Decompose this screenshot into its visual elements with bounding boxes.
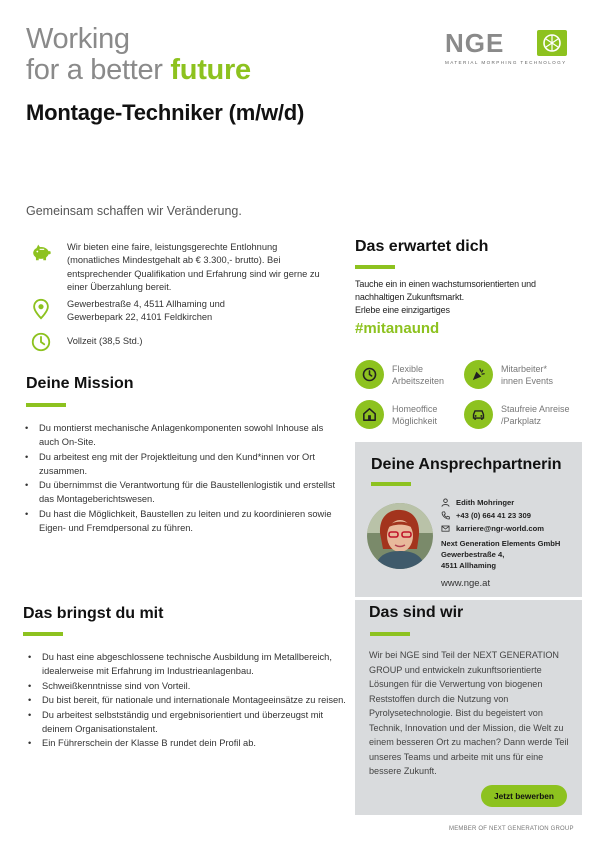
info-location: [30, 298, 225, 325]
mission-list: [22, 421, 344, 535]
list-item: • Du montierst mechanische Anlagenkomponenten sowohl Inhouse als auch On-Site.: [22, 421, 344, 449]
contact-photo: [367, 503, 433, 569]
list-item: • Du arbeitest selbstständig und ergebnisorientiert und überzeugst mit deinem Organisationstalent.: [25, 708, 347, 736]
benefit-line: Homeoffice: [392, 403, 438, 414]
job-title: Montage-Techniker (m/w/d): [26, 100, 305, 125]
location-pin-icon: [30, 298, 52, 320]
contact-email-row: [441, 522, 544, 535]
home-icon: [355, 400, 384, 429]
hashtag: #mitanaund: [355, 320, 440, 337]
expect-line3: Erlebe eine einzigartiges: [355, 305, 450, 316]
list-item: • Du hast die Möglichkeit, Baustellen zu leiten und zu koordinieren sowie Eigen- und Fremdpersonal zu führen.: [22, 507, 344, 535]
contact-name: Edith Mohringer: [456, 498, 515, 507]
pay-text: Wir bieten eine faire, leistungsgerechte Entlohnung (monatliches Mindestgehalt ab € 3.300,- brutto). Bei entsprechender Qualifikation und Erfahrung sind wir gerne zu einer Überzahlung bereit.: [67, 242, 320, 292]
contact-heading: Deine Ansprechpartnerin: [371, 456, 562, 473]
benefit-parking: [464, 400, 570, 429]
info-pay: [30, 241, 321, 294]
logo-tagline: MATERIAL MORPHING TECHNOLOGY: [445, 60, 567, 65]
website-link[interactable]: www.nge.at: [441, 578, 491, 589]
info-hours: [30, 331, 142, 353]
list-item: • Du übernimmst die Verantwortung für die Baustellenlogistik und erstellst das Montageberichtswesen.: [22, 478, 344, 506]
footer-text: MEMBER OF NEXT GENERATION GROUP: [449, 826, 574, 832]
headline-prefix: for a better: [26, 54, 163, 86]
contact-phone[interactable]: +43 (0) 664 41 23 309: [456, 511, 531, 520]
company-name: Next Generation Elements GmbH: [441, 539, 561, 548]
about-underline: [370, 632, 410, 636]
nge-logo: [445, 28, 570, 70]
list-item: • Du hast eine abgeschlossene technische Ausbildung im Metallbereich, idealerweise mit Erfahrung im Industrieanlagenbau.: [25, 650, 347, 678]
benefit-line: Arbeitszeiten: [392, 375, 445, 386]
car-icon: [464, 400, 493, 429]
clock-icon: [30, 331, 52, 353]
headline-accent: future: [170, 54, 251, 86]
benefit-events: [464, 360, 553, 389]
headline-line1: Working: [26, 23, 130, 55]
mail-icon: [441, 524, 450, 533]
requirements-list: [25, 650, 347, 751]
clock-icon: [355, 360, 384, 389]
company-city: 4511 Allhaming: [441, 561, 497, 570]
benefit-line: Flexible: [392, 363, 424, 374]
benefit-flexible-hours: [355, 360, 444, 389]
piggy-bank-icon: [30, 241, 52, 263]
party-icon: [464, 360, 493, 389]
benefit-line: Staufreie Anreise: [501, 403, 570, 414]
location-text: [67, 298, 225, 325]
company-street: Gewerbestraße 4,: [441, 550, 505, 559]
expect-underline: [355, 265, 395, 269]
headline: [26, 24, 251, 86]
headline-line2: [26, 55, 251, 86]
requirements-underline: [23, 632, 63, 636]
tagline: Gemeinsam schaffen wir Veränderung.: [26, 204, 242, 218]
contact-email[interactable]: karriere@ngr-world.com: [456, 524, 545, 533]
hours-text: Vollzeit (38,5 Std.): [67, 336, 143, 346]
benefit-homeoffice: [355, 400, 437, 429]
mission-underline: [26, 403, 66, 407]
expect-line1: Tauche ein in einen wachstumsorientierten und: [355, 279, 536, 289]
expect-heading: Das erwartet dich: [355, 238, 489, 255]
contact-name-row: [441, 496, 544, 509]
mission-heading: Deine Mission: [26, 375, 134, 392]
list-item: • Du bist bereit, für nationale und internationale Montageeinsätze zu reisen.: [25, 693, 347, 707]
requirements-heading: Das bringst du mit: [23, 605, 164, 622]
contact-underline: [371, 482, 411, 486]
logo-text: NGE: [445, 28, 505, 58]
location-line2: Gewerbepark 22, 4101 Feldkirchen: [67, 312, 213, 323]
logo-mark-icon: [537, 30, 567, 56]
person-icon: [441, 498, 450, 507]
expect-text: [355, 278, 575, 318]
apply-button[interactable]: Jetzt bewerben: [481, 785, 567, 807]
benefit-line: Möglichkeit: [392, 415, 438, 426]
phone-icon: [441, 511, 450, 520]
benefit-line: innen Events: [501, 375, 554, 386]
contact-phone-row: [441, 509, 544, 522]
contact-details: [441, 496, 544, 535]
expect-line2: nachhaltigen Zukunftsmarkt.: [355, 292, 465, 303]
location-line1: Gewerbestraße 4, 4511 Allhaming und: [67, 299, 225, 309]
benefit-line: Mitarbeiter*: [501, 363, 548, 374]
list-item: • Ein Führerschein der Klasse B rundet dein Profil ab.: [25, 736, 347, 750]
about-text: Wir bei NGE sind Teil der NEXT GENERATION GROUP und entwickeln zukunftsorientierte Lösungen für die Verwertung von biogenen Reststoffen durch die Nutzung von Pyrolysetechnologie. Bist du begeistert von Technik, Innovation und der Mission, die Welt zu einem besseren Ort zu machen? Dann werde Teil unseres Teams und arbeite mit uns für eine bessere Zukunft.: [369, 650, 569, 776]
benefit-line: /Parkplatz: [501, 415, 542, 426]
list-item: • Schweißkenntnisse sind von Vorteil.: [25, 679, 347, 693]
about-heading: Das sind wir: [369, 604, 464, 621]
list-item: • Du arbeitest eng mit der Projektleitung und den Kund*innen vor Ort zusammen.: [22, 450, 344, 478]
company-address: [441, 538, 560, 571]
